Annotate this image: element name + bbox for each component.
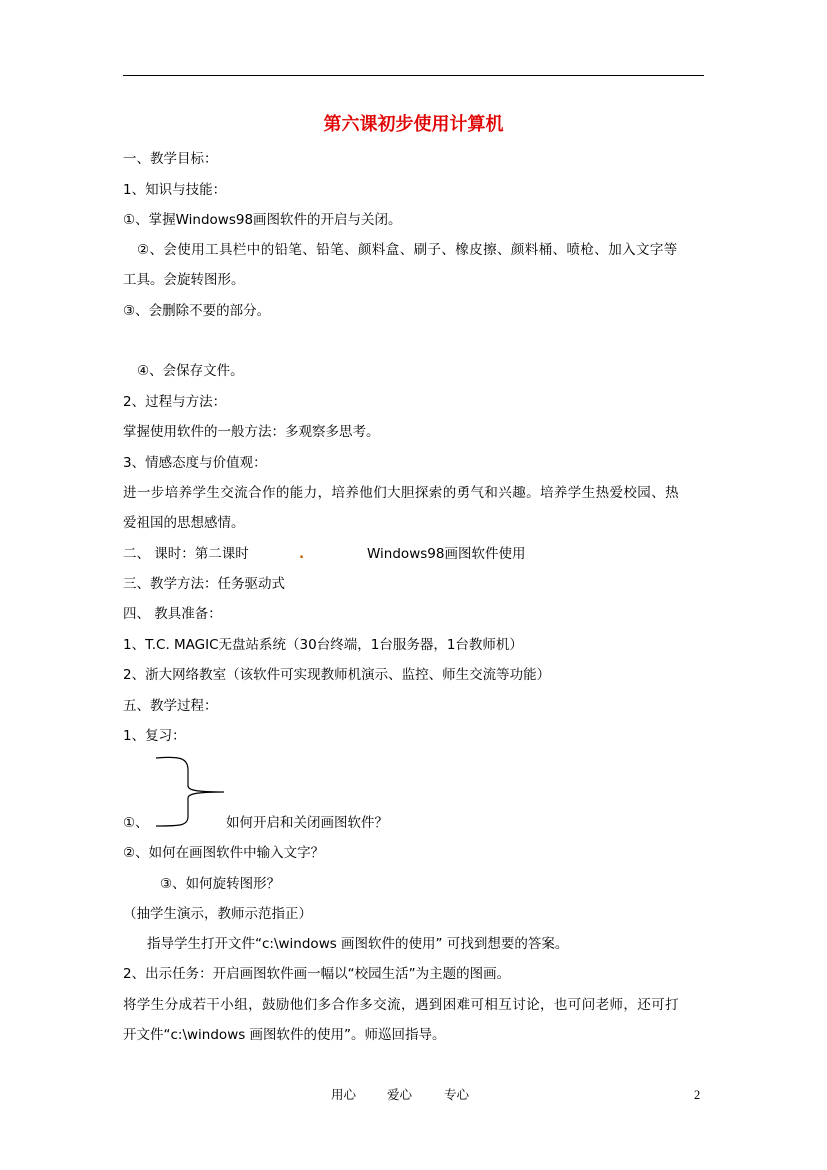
knowledge-item-2b: 工具。会旋转图形。 xyxy=(123,272,245,288)
review-heading: 1、复习： xyxy=(123,728,186,744)
emotion-text-a: 进一步培养学生交流合作的能力，培养他们大胆探索的勇气和兴趣。培养学生热爱校园、热 xyxy=(123,485,679,501)
question-3: ③、如何旋转图形？ xyxy=(160,876,281,892)
footer-word-2: 爱心 xyxy=(387,1087,413,1102)
process-heading: 2、过程与方法： xyxy=(123,394,227,410)
header-rule xyxy=(123,75,704,76)
tool-item-2: 2、浙大网络教室（该软件可实现教师机演示、监控、师生交流等功能） xyxy=(123,667,551,683)
tools-heading: 四、 教具准备： xyxy=(123,606,222,622)
lesson-dot: . xyxy=(299,546,305,562)
footer-word-1: 用心 xyxy=(331,1087,357,1102)
method-line: 三、教学方法：任务驱动式 xyxy=(123,576,285,592)
knowledge-item-2a: ②、会使用工具栏中的铅笔、铅笔、颜料盒、刷子、橡皮擦、颜料桶、喷枪、加入文字等 xyxy=(137,242,678,258)
knowledge-item-1: ①、掌握Windows98画图软件的开启与关闭。 xyxy=(123,212,402,228)
goal-heading: 一、教学目标： xyxy=(123,151,218,167)
task-text: 2、出示任务：开启画图软件画一幅以“校园生活”为主题的图画。 xyxy=(123,966,511,982)
curly-brace-shape xyxy=(152,756,232,828)
emotion-text-b: 爱祖国的思想感情。 xyxy=(123,515,245,531)
question-2: ②、如何在画图软件中输入文字？ xyxy=(123,845,325,861)
knowledge-item-4: ④、会保存文件。 xyxy=(137,363,244,379)
guide-text: 指导学生打开文件“c:\windows 画图软件的使用” 可找到想要的答案。 xyxy=(147,936,569,952)
lesson-time: 二、 课时：第二课时 xyxy=(123,546,249,562)
process-text: 掌握使用软件的一般方法：多观察多思考。 xyxy=(123,424,380,440)
question-1: 如何开启和关闭画图软件？ xyxy=(226,815,388,831)
group-text-a: 将学生分成若干小组，鼓励他们多合作多交流，遇到困难可相互讨论，也可问老师，还可打 xyxy=(123,997,679,1013)
knowledge-heading: 1、知识与技能： xyxy=(123,182,227,198)
tool-item-1: 1、T.C. MAGIC无盘站系统（30台终端，1台服务器，1台教师机） xyxy=(123,637,523,653)
emotion-heading: 3、情感态度与价值观： xyxy=(123,455,267,471)
group-text-b: 开文件“c:\windows 画图软件的使用”。师巡回指导。 xyxy=(123,1027,446,1043)
knowledge-item-3: ③、会删除不要的部分。 xyxy=(123,303,271,319)
demo-note: （抽学生演示，教师示范指正） xyxy=(123,906,312,922)
page-title: 第六课初步使用计算机 xyxy=(323,114,504,135)
question-1-number: ①、 xyxy=(123,815,149,831)
page-number: 2 xyxy=(694,1088,701,1102)
footer-word-3: 专心 xyxy=(444,1087,470,1102)
lesson-topic: Windows98画图软件使用 xyxy=(367,546,526,562)
procedure-heading: 五、教学过程： xyxy=(123,698,218,714)
